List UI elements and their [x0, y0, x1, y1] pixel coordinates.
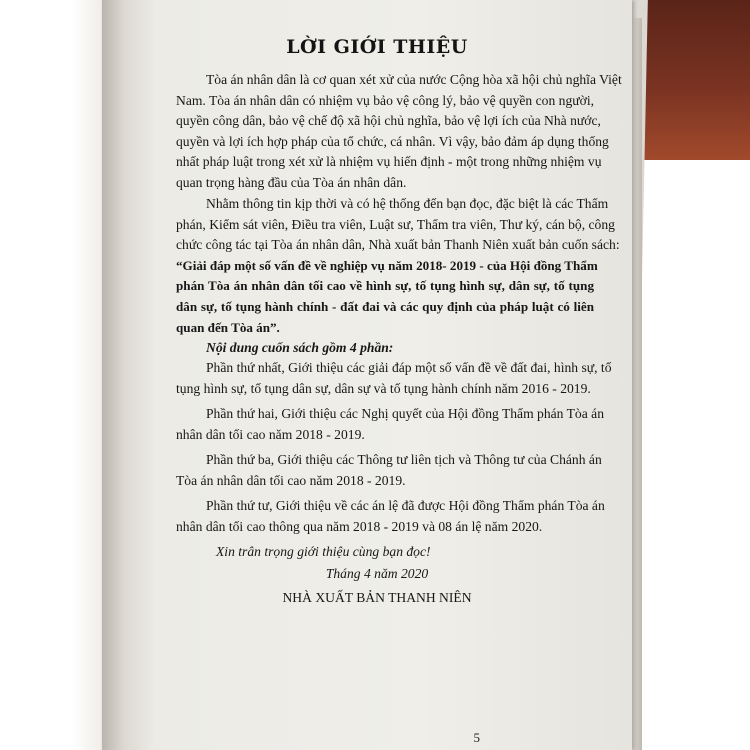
- purpose-paragraph: [176, 194, 620, 338]
- part-one: [176, 358, 612, 399]
- contents-heading: [176, 338, 594, 359]
- closing-text: Xin trân trọng giới thiệu cùng bạn đọc!: [216, 544, 431, 559]
- para1-line: quyền và lợi ích hợp pháp của tổ chức, cá nhân. Vì vậy, bảo đảm áp dụng thống: [176, 133, 609, 149]
- para1-line: nhất pháp luật trong xét xử là nhiệm vụ hiến định - một trong những nhiệm vụ: [176, 154, 602, 170]
- book-title-line: phán Tòa án nhân dân tối cao về hình sự, tố tụng hình sự, dân sự, tố tụng: [176, 278, 594, 294]
- part3-line: Phần thứ ba, Giới thiệu các Thông tư liên tịch và Thông tư của Chánh án: [206, 452, 602, 467]
- part-two: [176, 404, 604, 445]
- page-number: 5: [473, 730, 480, 745]
- book-title-line: quan đến Tòa án”.: [176, 319, 280, 335]
- publisher-name: NHÀ XUẤT BẢN THANH NIÊN: [282, 590, 472, 605]
- para1-line: quan trọng hàng đầu của Tòa án nhân dân.: [176, 174, 407, 190]
- book-title-line: dân sự, tố tụng hành chính - đất đai và các quy định của pháp luật có liên: [176, 298, 594, 314]
- part1-line: Phần thứ nhất, Giới thiệu các giải đáp một số vấn đề về đất đai, hình sự, tố: [206, 360, 612, 375]
- para1-line: Nam. Tòa án nhân dân có nhiệm vụ bảo vệ công lý, bảo vệ quyền con người,: [176, 92, 594, 108]
- book-page: [102, 0, 632, 750]
- para1-line: quyền công dân, bảo vệ chế độ xã hội chủ nghĩa, bảo vệ lợi ích của Nhà nước,: [176, 113, 601, 129]
- part4-line: Phần thứ tư, Giới thiệu về các án lệ đã được Hội đồng Thẩm phán Tòa án: [206, 498, 605, 513]
- part3-line: Tòa án nhân dân tối cao năm 2018 - 2019.: [176, 472, 406, 488]
- para2-line: chức công tác tại Tòa án nhân dân, Nhà xuất bản Thanh Niên xuất bản cuốn sách:: [176, 237, 620, 253]
- contents-heading-text: Nội dung cuốn sách gồm 4 phần:: [206, 340, 394, 355]
- closing-line: [176, 542, 594, 563]
- para2-line: phán, Kiểm sát viên, Điều tra viên, Luật sư, Thẩm tra viên, Thư ký, cán bộ, công: [176, 216, 615, 232]
- page-title: LỜI GIỚI THIỆU: [286, 36, 468, 58]
- para1-line: Tòa án nhân dân là cơ quan xét xử của nước Cộng hòa xã hội chủ nghĩa Việt: [206, 72, 622, 87]
- date-line: Tháng 4 năm 2020: [325, 566, 429, 581]
- part4-line: nhân dân tối cao thông qua năm 2018 - 2019 và 08 án lệ năm 2020.: [176, 518, 543, 534]
- para2-line: Nhằm thông tin kịp thời và có hệ thống đến bạn đọc, đặc biệt là các Thẩm: [206, 196, 609, 211]
- intro-paragraph: [176, 70, 622, 194]
- part2-line: nhân dân tối cao năm 2018 - 2019.: [176, 426, 365, 442]
- part-three: [176, 450, 602, 491]
- part2-line: Phần thứ hai, Giới thiệu các Nghị quyết của Hội đồng Thẩm phán Tòa án: [206, 406, 604, 421]
- part-four: [176, 496, 605, 537]
- part1-line: tụng hình sự, tố tụng dân sự, dân sự và tố tụng hành chính năm 2016 - 2019.: [176, 380, 591, 396]
- book-title-line: “Giải đáp một số vấn đề về nghiệp vụ năm 2018- 2019 - của Hội đồng Thẩm: [176, 257, 598, 273]
